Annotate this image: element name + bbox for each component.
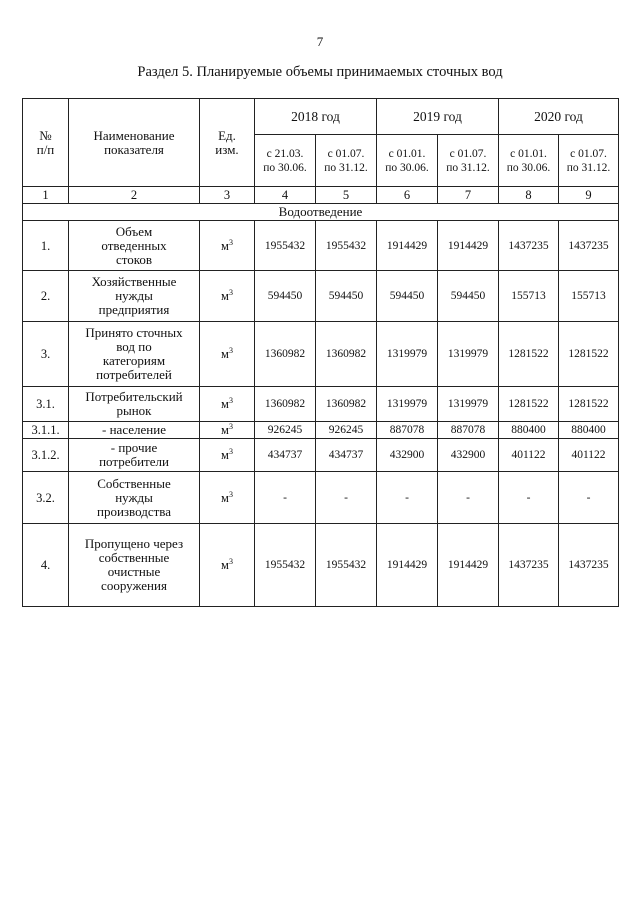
- unit-cubic-meter: $м^3$: [200, 271, 255, 322]
- column-number: 7: [438, 187, 499, 204]
- table-row: [23, 422, 619, 439]
- value-cell: 926245: [255, 422, 316, 439]
- value-cell: 1437235: [499, 221, 559, 271]
- column-number: 6: [377, 187, 438, 204]
- page-number: 7: [316, 34, 324, 49]
- table-row: [23, 322, 619, 387]
- value-cell: 1914429: [377, 524, 438, 607]
- row-number: 2.: [23, 271, 69, 322]
- header-period: с 01.07. по 31.12.: [559, 135, 619, 187]
- value-cell: 880400: [559, 422, 619, 439]
- row-number: 4.: [23, 524, 69, 607]
- header-period: с 01.07. по 31.12.: [438, 135, 499, 187]
- column-number: 5: [316, 187, 377, 204]
- header-indicator-name: Наименование показателя: [69, 99, 200, 187]
- unit-cubic-meter: $м^3$: [200, 524, 255, 607]
- value-cell: 155713: [499, 271, 559, 322]
- indicator-name: Хозяйственные нужды предприятия: [69, 271, 200, 322]
- value-cell: 1955432: [316, 221, 377, 271]
- value-cell: 880400: [499, 422, 559, 439]
- value-cell: 434737: [255, 439, 316, 472]
- value-cell: 1281522: [499, 322, 559, 387]
- value-cell: 1437235: [499, 524, 559, 607]
- value-cell: -: [559, 472, 619, 524]
- value-cell: -: [377, 472, 438, 524]
- value-cell: 887078: [377, 422, 438, 439]
- header-unit: Ед. изм.: [200, 99, 255, 187]
- indicator-name: - население: [69, 422, 200, 439]
- indicator-name: Собственные нужды производства: [69, 472, 200, 524]
- value-cell: 1914429: [438, 221, 499, 271]
- value-cell: 1319979: [377, 387, 438, 422]
- column-number: 9: [559, 187, 619, 204]
- value-cell: 1914429: [438, 524, 499, 607]
- unit-cubic-meter: $м^3$: [200, 387, 255, 422]
- table-row: [23, 439, 619, 472]
- row-number: 3.1.: [23, 387, 69, 422]
- value-cell: 1319979: [377, 322, 438, 387]
- header-period: с 01.01. по 30.06.: [377, 135, 438, 187]
- value-cell: 926245: [316, 422, 377, 439]
- table-row: [23, 387, 619, 422]
- unit-cubic-meter: $м^3$: [200, 439, 255, 472]
- value-cell: 155713: [559, 271, 619, 322]
- column-number: 8: [499, 187, 559, 204]
- indicator-name: Потребительский рынок: [69, 387, 200, 422]
- table-row: [23, 524, 619, 607]
- section-title: Раздел 5. Планируемые объемы принимаемых сточных вод: [137, 64, 503, 80]
- header-period: с 01.07. по 31.12.: [316, 135, 377, 187]
- row-number: 3.: [23, 322, 69, 387]
- value-cell: -: [255, 472, 316, 524]
- section-label-row: Водоотведение: [23, 204, 619, 221]
- value-cell: 1437235: [559, 524, 619, 607]
- unit-cubic-meter: $м^3$: [200, 472, 255, 524]
- table-row: [23, 221, 619, 271]
- column-number: 4: [255, 187, 316, 204]
- row-number: 3.1.2.: [23, 439, 69, 472]
- column-number: 2: [69, 187, 200, 204]
- table-row: [23, 472, 619, 524]
- value-cell: -: [316, 472, 377, 524]
- value-cell: 1360982: [255, 387, 316, 422]
- unit-cubic-meter: $м^3$: [200, 422, 255, 439]
- unit-cubic-meter: $м^3$: [200, 221, 255, 271]
- value-cell: 1955432: [316, 524, 377, 607]
- header-period: с 01.01. по 30.06.: [499, 135, 559, 187]
- value-cell: 1281522: [499, 387, 559, 422]
- value-cell: 1281522: [559, 387, 619, 422]
- indicator-name: Принято сточных вод по категориям потребителей: [69, 322, 200, 387]
- value-cell: 1955432: [255, 524, 316, 607]
- value-cell: 432900: [377, 439, 438, 472]
- value-cell: -: [438, 472, 499, 524]
- header-year-2018: 2018 год: [255, 99, 377, 135]
- value-cell: 432900: [438, 439, 499, 472]
- value-cell: 1319979: [438, 322, 499, 387]
- row-number: 1.: [23, 221, 69, 271]
- value-cell: 401122: [499, 439, 559, 472]
- unit-cubic-meter: $м^3$: [200, 322, 255, 387]
- column-number: 1: [23, 187, 69, 204]
- value-cell: 1281522: [559, 322, 619, 387]
- header-period: с 21.03. по 30.06.: [255, 135, 316, 187]
- indicator-name: - прочие потребители: [69, 439, 200, 472]
- value-cell: 1914429: [377, 221, 438, 271]
- indicator-name: Пропущено через собственные очистные сооружения: [69, 524, 200, 607]
- column-number: 3: [200, 187, 255, 204]
- header-year-2020: 2020 год: [499, 99, 619, 135]
- value-cell: 401122: [559, 439, 619, 472]
- value-cell: 594450: [438, 271, 499, 322]
- value-cell: 594450: [377, 271, 438, 322]
- value-cell: 594450: [316, 271, 377, 322]
- row-number: 3.2.: [23, 472, 69, 524]
- value-cell: 594450: [255, 271, 316, 322]
- header-number: № п/п: [23, 99, 69, 187]
- header-year-2019: 2019 год: [377, 99, 499, 135]
- table-row: [23, 271, 619, 322]
- value-cell: 1437235: [559, 221, 619, 271]
- value-cell: 887078: [438, 422, 499, 439]
- row-number: 3.1.1.: [23, 422, 69, 439]
- value-cell: 1360982: [316, 322, 377, 387]
- value-cell: 1319979: [438, 387, 499, 422]
- wastewater-table: [22, 98, 619, 607]
- indicator-name: Объем отведенных стоков: [69, 221, 200, 271]
- value-cell: -: [499, 472, 559, 524]
- value-cell: 1360982: [316, 387, 377, 422]
- value-cell: 434737: [316, 439, 377, 472]
- value-cell: 1955432: [255, 221, 316, 271]
- value-cell: 1360982: [255, 322, 316, 387]
